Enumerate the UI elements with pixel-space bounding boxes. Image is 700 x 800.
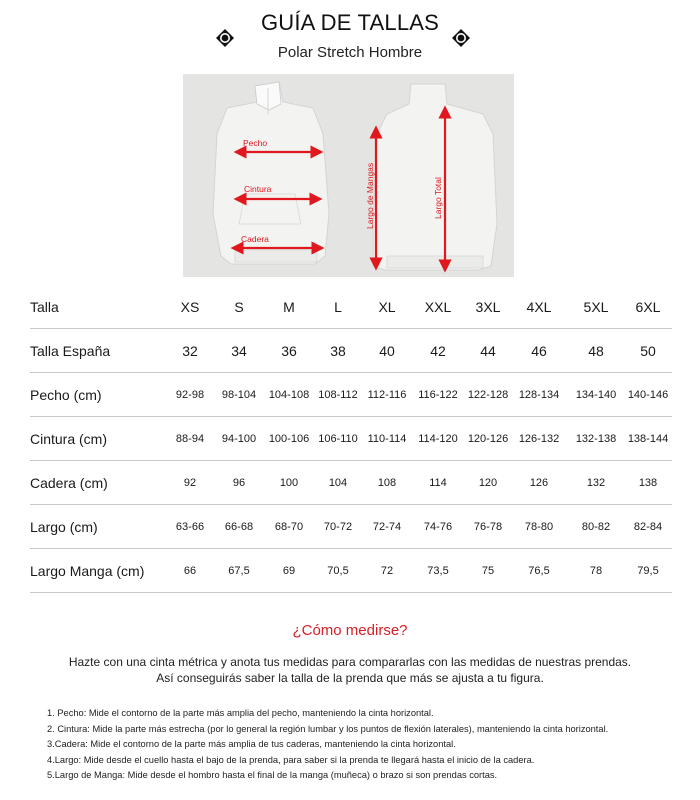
table-cell: M	[283, 299, 295, 315]
garment-measurement-figure	[183, 74, 514, 277]
row-label: Cintura (cm)	[30, 431, 108, 447]
table-cell: 100	[279, 477, 299, 489]
table-cell: 66-68	[224, 521, 254, 533]
table-cell: 42	[430, 343, 446, 359]
table-cell: 120	[478, 477, 498, 489]
table-cell: 75	[481, 565, 495, 577]
table-cell: 72-74	[372, 521, 402, 533]
page-title: GUÍA DE TALLAS	[260, 10, 440, 35]
step-item: 3.Cadera: Mide el contorno de la parte más amplia de tus caderas, manteniendo la cinta horizontal.	[47, 739, 456, 749]
table-cell: 79,5	[637, 565, 659, 577]
table-cell: 72	[380, 565, 394, 577]
table-cell: 80-82	[581, 521, 611, 533]
garment-illustration	[183, 74, 514, 277]
table-cell: 82-84	[633, 521, 663, 533]
table-row-size	[30, 285, 672, 329]
table-cell: 92	[183, 477, 197, 489]
table-cell: 120-126	[467, 433, 509, 445]
table-cell: 96	[232, 477, 246, 489]
row-label: Largo (cm)	[30, 519, 98, 535]
table-row-length	[30, 505, 672, 549]
table-row-chest	[30, 373, 672, 417]
table-cell: 88-94	[175, 433, 205, 445]
how-to-measure-heading: ¿Cómo medirse?	[292, 622, 408, 639]
row-label: Largo Manga (cm)	[30, 563, 145, 579]
table-cell: 92-98	[175, 389, 205, 401]
table-cell: S	[234, 299, 244, 315]
table-cell: 108	[377, 477, 397, 489]
table-cell: XS	[180, 299, 200, 315]
table-cell: 36	[281, 343, 297, 359]
table-cell: 63-66	[175, 521, 205, 533]
row-label: Talla	[30, 299, 59, 315]
table-cell: XXL	[424, 299, 452, 315]
table-row-spain-size	[30, 329, 672, 373]
table-cell: 3XL	[475, 299, 501, 315]
table-cell: 40	[379, 343, 395, 359]
row-label: Pecho (cm)	[30, 387, 102, 403]
table-cell: 134-140	[575, 389, 617, 401]
table-cell: 76,5	[528, 565, 550, 577]
table-cell: 138-144	[627, 433, 669, 445]
table-cell: 46	[531, 343, 547, 359]
table-cell: 48	[588, 343, 604, 359]
table-cell: 5XL	[583, 299, 609, 315]
table-cell: 32	[182, 343, 198, 359]
table-cell: 100-106	[268, 433, 310, 445]
waist-label: Cintura	[244, 184, 272, 194]
step-item: 5.Largo de Manga: Mide desde el hombro hasta el final de la manga (muñeca) o brazo si son prendas cortas.	[47, 770, 498, 780]
table-cell: 76-78	[473, 521, 503, 533]
table-cell: 78	[589, 565, 603, 577]
table-cell: 106-110	[318, 433, 358, 445]
table-cell: 67,5	[228, 565, 250, 577]
table-cell: 126-132	[518, 433, 560, 445]
table-cell: 132-138	[575, 433, 617, 445]
table-cell: 128-134	[518, 389, 560, 401]
table-cell: 98-104	[221, 389, 257, 401]
diamond-target-icon	[452, 29, 470, 47]
intro-line: Así conseguirás saber la talla de la prenda que más se ajusta a tu figura.	[156, 671, 544, 685]
table-cell: 74-76	[423, 521, 453, 533]
page-subtitle: Polar Stretch Hombre	[277, 44, 423, 61]
table-cell: 126	[529, 477, 549, 489]
table-cell: 4XL	[526, 299, 552, 315]
table-cell: 114-120	[418, 433, 458, 445]
table-row-hip	[30, 461, 672, 505]
table-cell: 34	[231, 343, 247, 359]
table-cell: 44	[480, 343, 496, 359]
table-cell: 78-80	[524, 521, 554, 533]
row-label: Talla España	[30, 343, 111, 359]
table-cell: 112-116	[367, 389, 407, 401]
table-row-sleeve-length	[30, 549, 672, 593]
table-cell: XL	[378, 299, 396, 315]
chest-label: Pecho	[243, 138, 268, 148]
back-sweater-shape	[373, 84, 497, 270]
table-cell: 70-72	[323, 521, 353, 533]
sleeve-length-label: Largo de Mangas	[365, 162, 375, 229]
table-cell: 138	[638, 477, 658, 489]
table-cell: 6XL	[635, 299, 661, 315]
table-cell: 116-122	[418, 389, 458, 401]
table-cell: 66	[183, 565, 197, 577]
size-table	[30, 285, 672, 593]
intro-line: Hazte con una cinta métrica y anota tus medidas para compararlas con las medidas de nuestras prendas.	[68, 655, 632, 669]
table-row-waist	[30, 417, 672, 461]
table-cell: 132	[586, 477, 606, 489]
total-length-label: Largo Total	[433, 177, 443, 219]
table-cell: 38	[330, 343, 346, 359]
header	[0, 0, 700, 70]
table-cell: 104	[328, 477, 348, 489]
table-cell: 108-112	[318, 389, 358, 401]
table-cell: 50	[640, 343, 656, 359]
hip-label: Cadera	[241, 234, 269, 244]
step-item: 4.Largo: Mide desde el cuello hasta el bajo de la prenda, para saber si la prenda te llegará hasta el inicio de la cadera.	[47, 754, 535, 765]
how-to-intro	[0, 654, 700, 686]
table-cell: 69	[282, 565, 296, 577]
table-cell: L	[334, 299, 342, 315]
front-sweater-shape	[213, 82, 329, 264]
table-cell: 94-100	[221, 433, 257, 445]
table-cell: 68-70	[274, 521, 304, 533]
table-cell: 73,5	[427, 565, 449, 577]
table-cell: 104-108	[268, 389, 310, 401]
table-cell: 140-146	[627, 389, 669, 401]
row-label: Cadera (cm)	[30, 475, 108, 491]
table-cell: 122-128	[467, 389, 509, 401]
step-item: 1. Pecho: Mide el contorno de la parte más amplia del pecho, manteniendo la cinta horizontal.	[47, 708, 434, 718]
table-cell: 110-114	[367, 433, 407, 445]
table-cell: 114	[429, 477, 447, 489]
measurement-steps-list	[47, 706, 687, 784]
step-item: 2. Cintura: Mide la parte más estrecha (por lo general la región lumbar y los puntos de flexión laterales), manteniendo la cinta horizontal.	[47, 723, 609, 734]
table-cell: 70,5	[327, 565, 349, 577]
